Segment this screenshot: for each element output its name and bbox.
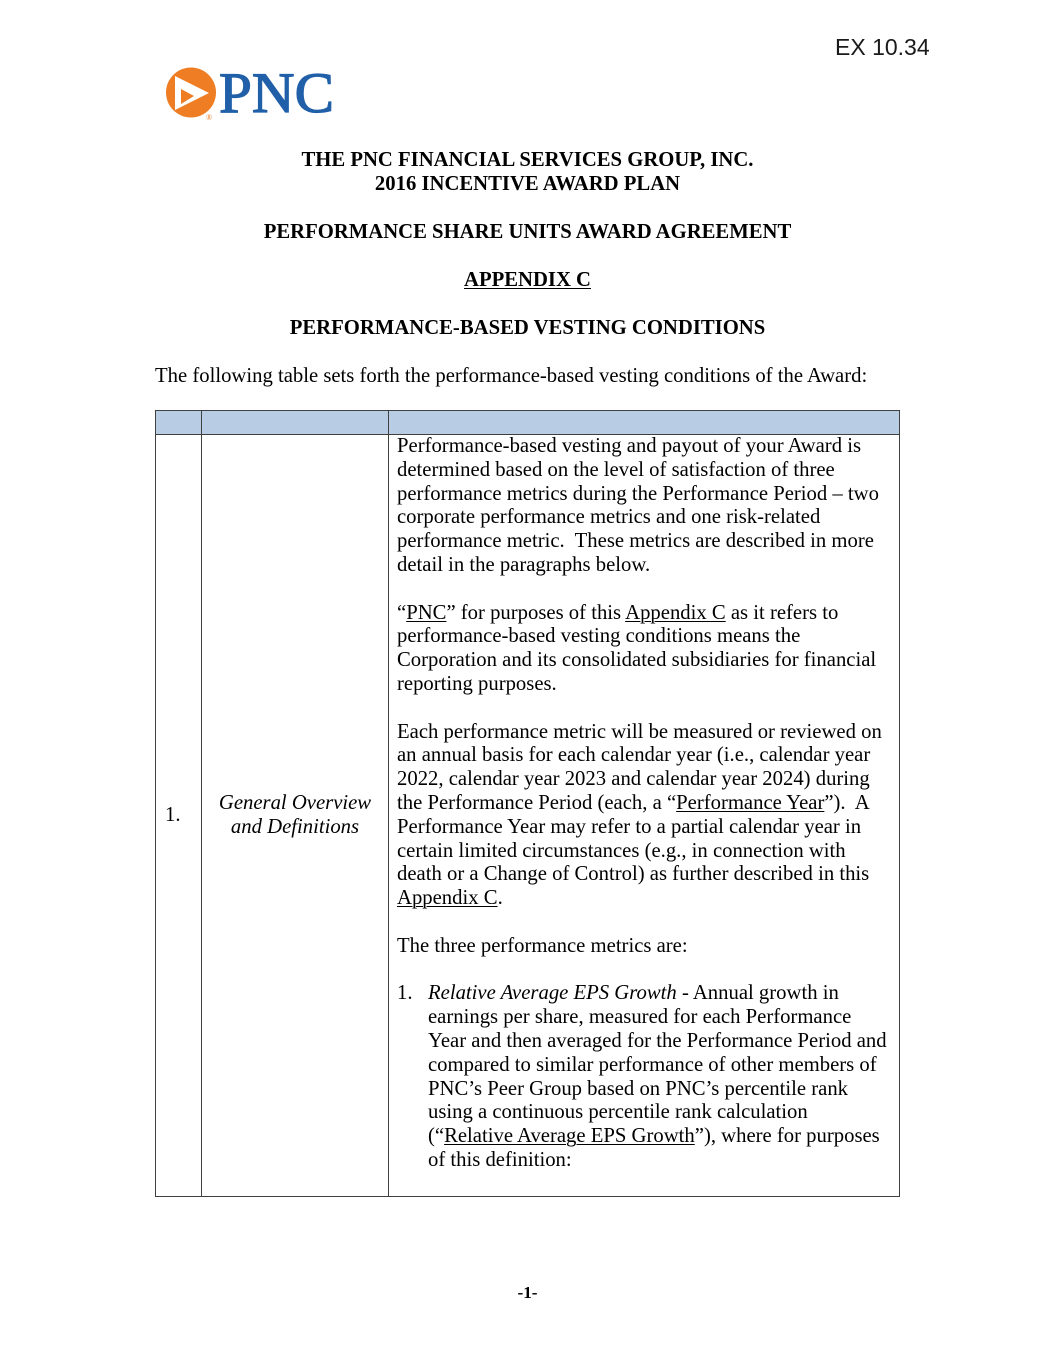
text-line: Performance Year may refer to a partial calendar year in: [397, 815, 862, 838]
text-segment: the Performance Period (each, a “: [397, 791, 677, 814]
text-segment: ” for purposes of this: [446, 601, 626, 624]
text-segment: “: [397, 601, 407, 624]
text-line: [428, 1125, 890, 1149]
appendix-title: APPENDIX C: [464, 269, 591, 291]
text-segment: (“: [428, 1125, 445, 1148]
text-line: detail in the paragraphs below.: [397, 553, 651, 576]
text-segment: - Annual growth in: [676, 982, 839, 1005]
section-title: PERFORMANCE-BASED VESTING CONDITIONS: [289, 317, 766, 339]
text-segment: .: [497, 887, 503, 910]
defined-term: Appendix C: [625, 601, 726, 624]
logo-wordmark: PNC: [219, 66, 334, 122]
row-heading-line: General Overview: [218, 791, 372, 814]
text-line: death or a Change of Control) as further described in this: [397, 863, 870, 886]
text-line: reporting purposes.: [397, 672, 557, 695]
text-line: performance metrics during the Performance Period – two: [397, 482, 879, 505]
text-line: using a continuous percentile rank calculation: [428, 1101, 808, 1124]
overview-paragraph: [397, 435, 890, 578]
text-line: PNC’s Peer Group based on PNC’s percentile rank: [428, 1077, 849, 1100]
text-line: [397, 887, 890, 911]
text-line: [428, 982, 890, 1006]
text-line: Each performance metric will be measured or reviewed on: [397, 720, 882, 743]
text-line: Corporation and its consolidated subsidiaries for financial: [397, 649, 877, 672]
exhibit-label: EX 10.34: [835, 34, 930, 60]
text-line: 2022, calendar year 2023 and calendar year 2024) during: [397, 768, 870, 791]
text-line: compared to similar performance of other members of: [428, 1053, 877, 1076]
row-heading-line: and Definitions: [230, 815, 360, 838]
defined-term: Relative Average EPS Growth: [444, 1125, 695, 1148]
text-line: [397, 792, 890, 816]
text-line: certain limited circumstances (e.g., in connection with: [397, 839, 846, 862]
defined-term: Appendix C: [397, 887, 498, 910]
text-line: earnings per share, measured for each Performance: [428, 1006, 852, 1029]
text-line: performance-based vesting conditions means the: [397, 625, 801, 648]
metric-name: Relative Average EPS Growth: [428, 982, 677, 1005]
vesting-conditions-table: [155, 410, 900, 1197]
row-heading-cell: [202, 435, 388, 1196]
performance-year-paragraph: [397, 721, 890, 911]
metric-list-item: [397, 982, 890, 1172]
text-line: performance metric. These metrics are described in more: [397, 530, 874, 553]
defined-term: PNC: [406, 601, 447, 624]
page-number: -1-: [517, 1283, 538, 1302]
appendix-heading: [155, 268, 900, 292]
agreement-title: PERFORMANCE SHARE UNITS AWARD AGREEMENT: [263, 221, 792, 243]
metrics-intro-paragraph: [397, 935, 890, 959]
text-line: Performance-based vesting and payout of your Award is: [397, 435, 862, 457]
plan-name: 2016 INCENTIVE AWARD PLAN: [374, 173, 681, 195]
text-line: The three performance metrics are:: [397, 934, 688, 957]
text-line: of this definition:: [428, 1148, 572, 1171]
table-header-row: [156, 411, 899, 435]
row-number: 1.: [165, 803, 181, 826]
list-marker: 1.: [397, 982, 413, 1005]
row-description-cell: [389, 435, 899, 1196]
text-line: Year and then averaged for the Performance Period and: [428, 1029, 887, 1052]
row-number-cell: [156, 435, 201, 1196]
text-segment: ”). A: [824, 791, 870, 814]
intro-sentence: The following table sets forth the performance-based vesting conditions of the Award:: [155, 365, 868, 387]
pnc-logo: [163, 66, 343, 122]
text-segment: ”), where for purposes: [694, 1125, 880, 1148]
logo-registered-mark: ®: [206, 113, 213, 122]
text-line: an annual basis for each calendar year (i.e., calendar year: [397, 744, 871, 767]
text-line: corporate performance metrics and one risk-related: [397, 506, 821, 529]
pnc-definition-paragraph: [397, 602, 890, 697]
text-segment: as it refers to: [725, 601, 839, 624]
company-name: THE PNC FINANCIAL SERVICES GROUP, INC.: [301, 149, 754, 171]
text-line: [397, 602, 890, 626]
text-line: determined based on the level of satisfaction of three: [397, 458, 835, 481]
defined-term: Performance Year: [676, 791, 825, 814]
